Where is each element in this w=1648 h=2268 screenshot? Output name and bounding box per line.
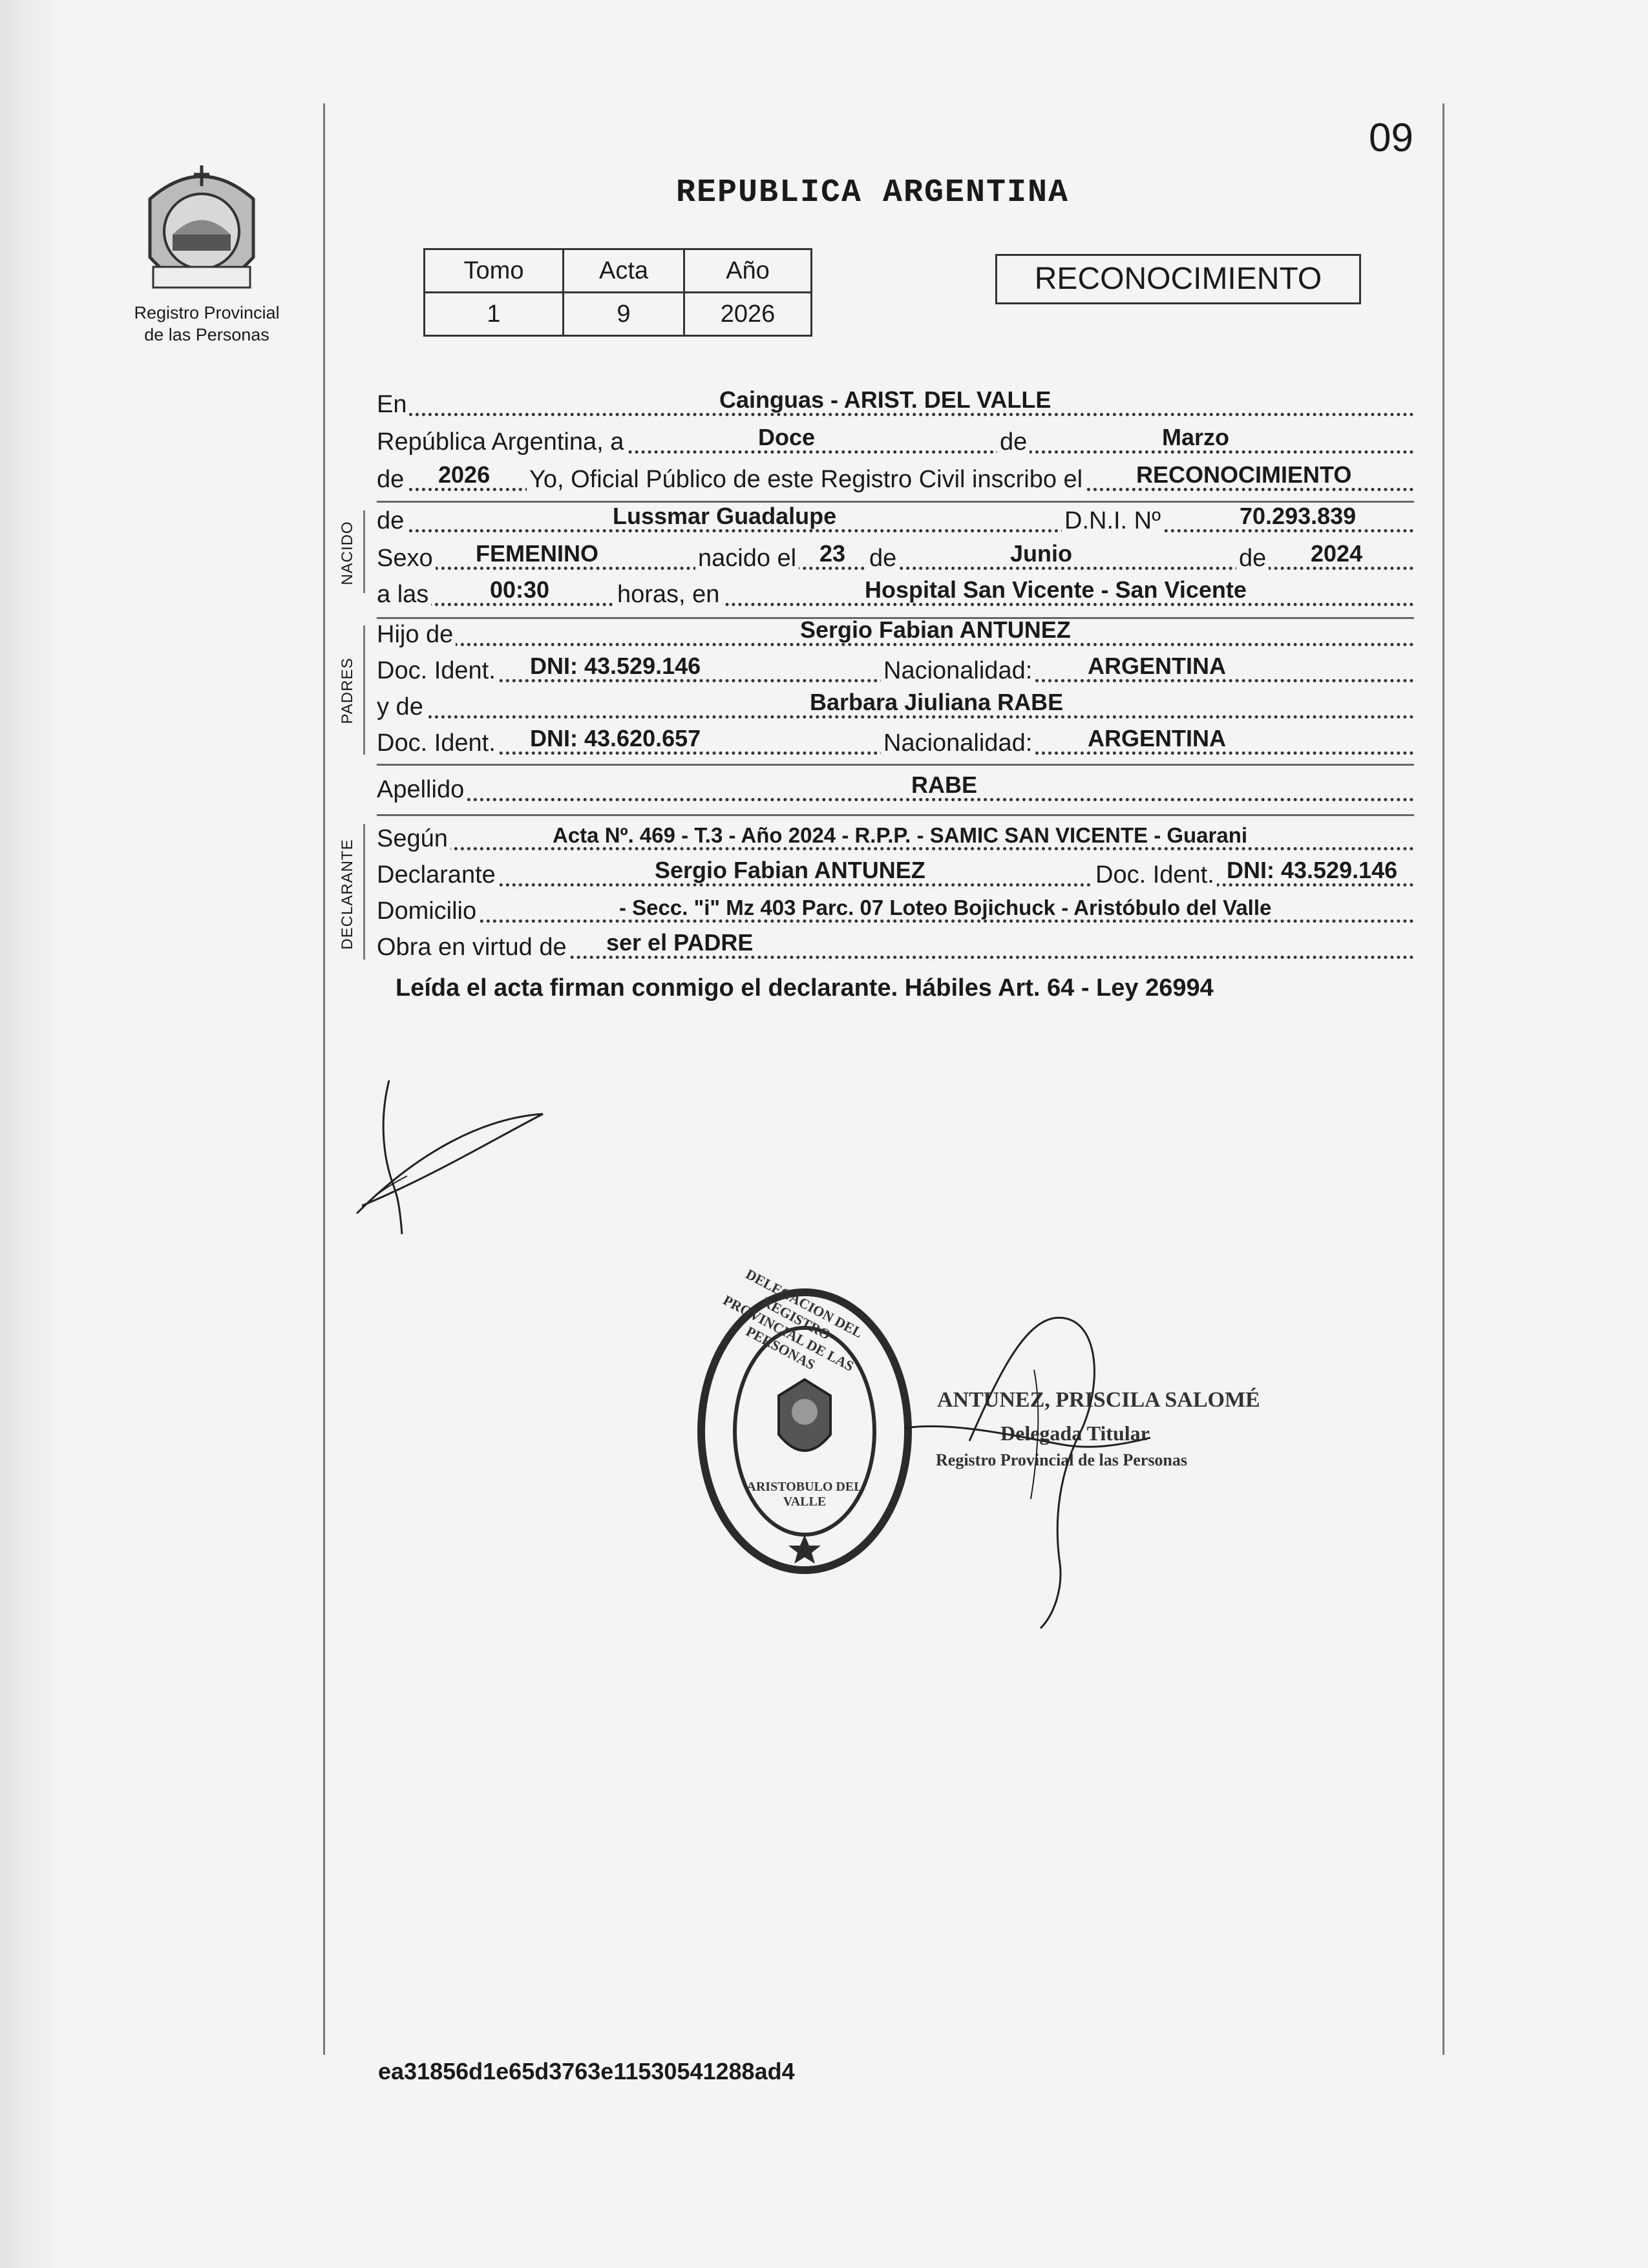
father-name: Sergio Fabian ANTUNEZ <box>800 616 1071 643</box>
label-doc-decl: Doc. Ident. <box>1093 861 1217 889</box>
declarant-signature <box>343 1073 556 1241</box>
place-value: Cainguas - ARIST. DEL VALLE <box>719 386 1051 413</box>
mother-doc: DNI: 43.620.657 <box>530 725 701 751</box>
segun-value: Acta Nº. 469 - T.3 - Año 2024 - R.P.P. - SAMIC SAN VICENTE - Guarani <box>553 823 1248 847</box>
surname-value: RABE <box>911 772 978 798</box>
logo-caption <box>110 302 304 346</box>
table-header: Tomo <box>425 249 564 293</box>
year-value: 2026 <box>438 461 491 488</box>
section-declarante: DECLARANTE <box>339 839 356 950</box>
row-domicilio <box>377 892 1414 929</box>
document-title: REPUBLICA ARGENTINA <box>675 174 1070 211</box>
born-place: Hospital San Vicente - San Vicente <box>865 576 1247 603</box>
table-cell: 9 <box>564 293 684 336</box>
month-value: Marzo <box>1162 424 1230 450</box>
row-place <box>377 385 1414 423</box>
label-domicilio: Domicilio <box>377 898 479 925</box>
row-date <box>377 423 1414 460</box>
label-de-year: de <box>377 466 407 494</box>
label-doc: Doc. Ident. <box>377 730 498 757</box>
father-nationality: ARGENTINA <box>1088 653 1226 679</box>
row-born-time <box>377 575 1414 613</box>
label-apellido: Apellido <box>377 776 467 804</box>
label-doc: Doc. Ident. <box>377 657 498 685</box>
delegate-org: Registro Provincial de las Personas <box>936 1451 1188 1469</box>
label-hijo: Hijo de <box>377 621 456 649</box>
label-obra: Obra en virtud de <box>377 934 569 961</box>
reason-value: ser el PADRE <box>606 929 754 956</box>
address-value: - Secc. "i" Mz 403 Parc. 07 Loteo Bojichuck - Aristóbulo del Valle <box>619 896 1272 919</box>
act-value: RECONOCIMIENTO <box>1136 461 1352 488</box>
table-cell: 1 <box>425 293 564 336</box>
label-de-month: de <box>997 428 1030 456</box>
divider <box>377 764 1414 766</box>
section-bracket <box>363 824 365 960</box>
label-nacido: nacido el <box>695 545 799 572</box>
row-segun <box>377 819 1414 857</box>
born-sex: FEMENINO <box>476 540 599 567</box>
officer-text: Yo, Oficial Público de este Registro Civil inscribo el <box>527 466 1085 494</box>
stamp-inner-text: ARISTOBULO DEL VALLE <box>746 1480 863 1509</box>
left-margin-line <box>323 103 325 2055</box>
label-declarante: Declarante <box>377 861 498 889</box>
table-cell: 2026 <box>684 293 812 336</box>
row-surname <box>377 770 1414 808</box>
label-en: En <box>377 391 409 419</box>
row-father-doc <box>377 651 1414 689</box>
document-hash: ea31856d1e65d3763e11530541288ad4 <box>378 2058 795 2084</box>
right-margin-line <box>1442 103 1444 2055</box>
delegate-name: ANTUNEZ, PRISCILA SALOMÉ <box>937 1388 1260 1412</box>
section-nacido: NACIDO <box>339 521 356 585</box>
label-de-name: de <box>377 507 407 535</box>
label-sexo: Sexo <box>377 545 436 572</box>
closing-note: Leída el acta firman conmigo el declarante. Hábiles Art. 64 - Ley 26994 <box>396 974 1214 1002</box>
declarant-doc: DNI: 43.529.146 <box>1227 857 1398 883</box>
row-declarante <box>377 856 1414 893</box>
row-born-sex <box>377 539 1414 576</box>
divider <box>377 814 1414 816</box>
day-value: Doce <box>758 424 816 450</box>
section-bracket <box>363 510 365 593</box>
born-dni: 70.293.839 <box>1240 503 1357 529</box>
table-header: Acta <box>564 249 684 293</box>
mother-nationality: ARGENTINA <box>1088 725 1226 751</box>
row-year <box>377 460 1414 498</box>
delegate-role: Delegada Titular <box>1000 1422 1150 1445</box>
section-bracket <box>363 625 365 755</box>
page-number: 09 <box>1369 116 1413 160</box>
section-padres: PADRES <box>339 657 356 724</box>
delegate-signature <box>892 1305 1163 1641</box>
row-mother-doc <box>377 724 1414 761</box>
logo-caption-line-1: Registro Provincial <box>134 303 280 322</box>
label-segun: Según <box>377 825 450 853</box>
row-father <box>377 615 1414 653</box>
stamp-outer-text: DELEGACION DEL REGISTRO PROVINCIAL DE LAS PERSONAS <box>720 1265 866 1374</box>
label-republica: República Argentina, a <box>377 428 626 456</box>
born-day: 23 <box>819 540 846 567</box>
scan-edge <box>0 0 58 2268</box>
label-alas: a las <box>377 581 431 609</box>
declarant-name: Sergio Fabian ANTUNEZ <box>655 857 925 883</box>
label-de-born-month: de <box>867 545 899 572</box>
row-obra <box>377 928 1414 965</box>
row-born-name <box>377 501 1414 539</box>
label-nacionalidad: Nacionalidad: <box>881 730 1035 757</box>
mother-name: Barbara Jiuliana RABE <box>810 689 1064 715</box>
table-header: Año <box>684 249 812 293</box>
logo-caption-line-2: de las Personas <box>144 324 269 344</box>
born-year: 2024 <box>1311 540 1363 567</box>
registry-table <box>423 248 812 337</box>
born-time: 00:30 <box>490 576 550 603</box>
row-mother <box>377 688 1414 725</box>
father-doc: DNI: 43.529.146 <box>530 653 701 679</box>
label-de-born-year: de <box>1236 545 1269 572</box>
record-type-box: RECONOCIMIENTO <box>995 254 1361 304</box>
born-month: Junio <box>1010 540 1072 567</box>
label-dni: D.N.I. Nº <box>1062 507 1163 535</box>
born-name: Lussmar Guadalupe <box>613 503 837 529</box>
label-nacionalidad: Nacionalidad: <box>881 657 1035 685</box>
label-yde: y de <box>377 693 426 721</box>
label-horas: horas, en <box>615 581 722 609</box>
